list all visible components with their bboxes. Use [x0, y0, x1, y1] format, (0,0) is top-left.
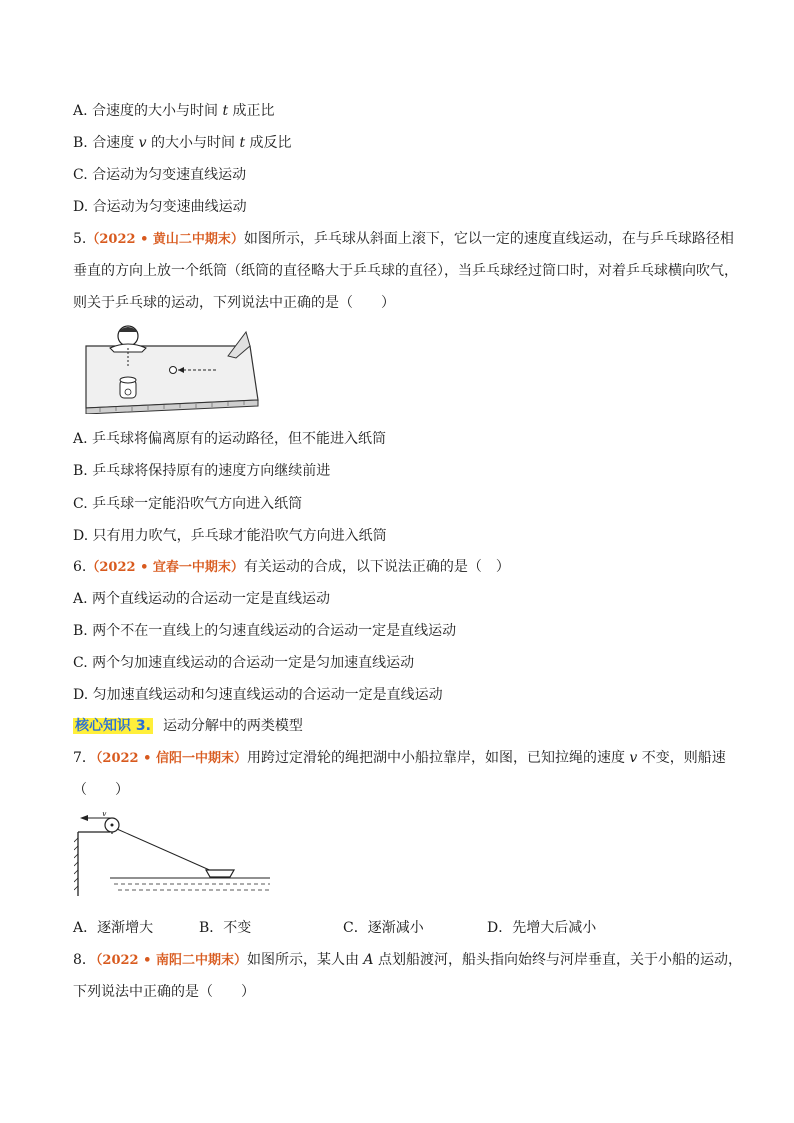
q4-option-b: B. 合速度 v 的大小与时间 t 成反比 — [73, 135, 292, 151]
q6-option-b: B. 两个不在一直线上的匀速直线运动的合运动一定是直线运动 — [73, 623, 457, 639]
q6-source: （2022 • 宜春一中期末） — [86, 560, 244, 575]
q5-option-c: C. 乒乓球一定能沿吹气方向进入纸筒 — [73, 496, 303, 512]
q5-stem-line3: 则关于乒乓球的运动，下列说法中正确的是（ ） — [73, 295, 395, 311]
q5-option-b: B. 乒乓球将保持原有的速度方向继续前进 — [73, 463, 331, 479]
q5-stem-line1: 5.（2022 • 黄山二中期末）如图所示，乒乓球从斜面上滚下，它以一定的速度直线运动，在与乒乓球路径相 — [73, 231, 734, 247]
q8-stem-line2: 下列说法中正确的是（ ） — [73, 984, 255, 1000]
q7-source: （2022 • 信阳一中期末） — [95, 751, 247, 766]
q5-source: （2022 • 黄山二中期末） — [86, 232, 244, 247]
q4-option-c: C. 合运动为匀变速直线运动 — [73, 167, 247, 183]
q7-velocity-label: v — [102, 812, 107, 818]
q7-option-b: B．不变 — [199, 920, 252, 936]
q5-option-d: D. 只有用力吹气，乒乓球才能沿吹气方向进入纸筒 — [73, 528, 387, 544]
q6-option-a: A. 两个直线运动的合运动一定是直线运动 — [73, 591, 331, 607]
core-knowledge-text: 运动分解中的两类模型 — [162, 718, 303, 734]
core-knowledge-heading — [73, 716, 303, 736]
q7-stem-line1: 7．（2022 • 信阳一中期末）用跨过定滑轮的绳把湖中小船拉靠岸，如图，已知拉绳的速度 v 不变，则船速 — [73, 750, 726, 766]
q7-options — [73, 917, 713, 937]
q8-source: （2022 • 南阳二中期末） — [95, 953, 247, 968]
q6-option-c: C. 两个匀加速直线运动的合运动一定是匀加速直线运动 — [73, 655, 415, 671]
q7-option-c: C．逐渐减小 — [343, 920, 424, 936]
q5-number: 5. — [73, 231, 87, 247]
q7-option-d: D．先增大后减小 — [487, 920, 597, 936]
q7-figure-pulley-boat — [74, 812, 274, 898]
q5-stem-line2: 垂直的方向上放一个纸筒（纸筒的直径略大于乒乓球的直径），当乒乓球经过筒口时，对着乒乓球横向吹气， — [73, 263, 738, 279]
q5-option-a: A. 乒乓球将偏离原有的运动路径，但不能进入纸筒 — [73, 431, 387, 447]
q7-stem-line2: （ ） — [73, 782, 129, 798]
q8-stem-line1: 8．（2022 • 南阳二中期末）如图所示，某人由 A 点划船渡河，船头指向始终与河岸垂直，关于小船的运动， — [73, 952, 742, 968]
q7-option-a: A．逐渐增大 — [73, 920, 154, 936]
q4-option-a: A. 合速度的大小与时间 t 成正比 — [73, 103, 275, 119]
core-knowledge-label: 核心知识 3. — [75, 718, 151, 734]
q4-option-d: D. 合运动为匀变速曲线运动 — [73, 199, 247, 215]
q7-number: 7． — [73, 750, 96, 766]
q5-figure-pingpong-table — [80, 322, 260, 414]
q6-stem: 6.（2022 • 宜春一中期末）有关运动的合成，以下说法正确的是（ ） — [73, 559, 510, 575]
q6-option-d: D. 匀加速直线运动和匀速直线运动的合运动一定是直线运动 — [73, 687, 443, 703]
q6-number: 6. — [73, 559, 87, 575]
q8-number: 8． — [73, 952, 96, 968]
